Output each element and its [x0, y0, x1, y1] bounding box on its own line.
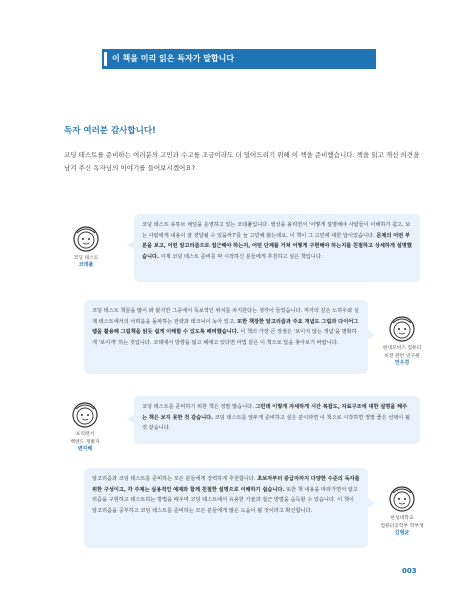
- reviewer-avatar-icon: [387, 314, 417, 344]
- review-bubble-4: [84, 468, 368, 548]
- review-bubble-3: [134, 396, 420, 444]
- review-bubble-2: [84, 300, 368, 374]
- review-text: 코딩 테스트를 앞두게 준비하고 싶은 분이라면 이 책으로 시작하면 정말 좋은 선택이 될 것 같습니다.: [142, 414, 410, 431]
- reviewer-role-line2: 비전 관련 연구원: [384, 354, 420, 359]
- review-text: 코딩 테스트를 준비하기 위한 책은 정말 많습니다.: [142, 404, 256, 410]
- section-title: 독자 여러분 감사합니다!: [64, 126, 156, 136]
- page-header-bar: [102, 49, 376, 69]
- reviewer-2: [372, 314, 432, 367]
- reviewer-name: 변지혜: [77, 446, 93, 452]
- reviewer-4: [370, 484, 434, 537]
- reviewer-name: 연우경: [394, 360, 410, 366]
- review-text: 코딩 테스트 유튜브 채널을 운영하고 있는 코데풀입니다. 영상을 올리면서 '어떻게 설명해야 사람들이 이해하기 쉽고, 보는 사람에게 내용이 잘 전달될 수 있을까?'를 늘 고민해 왔는데요, 이 책이 그 고민에 대한 답이었습니다.: [142, 222, 411, 239]
- review-bubble-1: [134, 214, 420, 282]
- reviewer-1: [60, 224, 112, 269]
- review-highlight: 문제의 어떤 부분을 보고, 어떤 알고리즘으로 접근해야 하는지, 어떤 단계를 거쳐 어떻게 구현해야 하는지를 친절하고 상세하게 설명했습니다.: [142, 232, 412, 260]
- reviewer-avatar-icon: [70, 400, 100, 430]
- bubble-tail: [127, 240, 134, 250]
- review-text: 알고리즘과 코딩 테스트를 준비하는 모든 분들에게 강력하게 추천합니다.: [92, 476, 258, 482]
- reviewer-role: 한성대학교: [390, 516, 414, 521]
- review-highlight: 또한 책장한 알고리즘과 주요 개념도 그림과 다이어그램을 활용해 그림책을 읽듯 쉽게 이해할 수 있도록 배려했습니다.: [92, 318, 359, 335]
- reviewer-avatar-icon: [71, 224, 101, 254]
- review-text: 코딩 테스트 책들을 많이 봐 왔지만 그중에서 독보적인 위치를 차지한다는 생각이 들었습니다. 저자의 깊은 노하우와 실제 테스트에서의 어려움을 돌파하는 전략과 테크닉이 녹아 있고,: [92, 308, 359, 325]
- reviewer-role: 코딩 테스트: [73, 256, 99, 261]
- review-highlight: 초보자부터 중급자까지 다양한 수준의 독자를 위한 구성이고, 각 주제는 실용적인 예제와 함께 친절한 설명으로 이해하기 쉽습니다.: [92, 476, 360, 493]
- review-text: 또한 책 내용을 따라가면서 알고리즘을 구현하고 테스트하는 방법을 배우며 코딩 테스트에서 유용한 기술과 접근 방법을 습득할 수 있습니다. 이 책이 알고리즘을 공부하고 코딩 테스트를 준비하는 모든 분들에게 많은 도움이 될 것이라고 확신합니다.: [92, 486, 358, 514]
- reviewer-name: 코데풀: [78, 262, 94, 268]
- reviewer-role-line2: 백엔드 개발자: [70, 440, 100, 445]
- header-title: 이 책을 미리 읽은 독자가 말합니다: [112, 54, 235, 63]
- reviewer-name: 김형균: [394, 530, 410, 536]
- reviewer-3: [56, 400, 114, 453]
- review-text: 이 책의 가장 큰 장점은 '보이지 않는 개념'을 명확하게 '보이게' 하는 것입니다. 코테에서 방향을 잃고 헤매고 있다면 마법 같은 이 책으로 답을 찾아보기 바랍니다.: [92, 329, 357, 346]
- reviewer-role: 프리랜서: [75, 432, 95, 437]
- page-number: 003: [402, 567, 417, 575]
- review-text: 이제 코딩 테스트 준비를 막 시작하신 분들에게 추천하고 싶은 책입니다.: [159, 253, 323, 260]
- bubble-tail: [127, 414, 134, 424]
- review-highlight: 그런데 이렇게 자세하게 시간 복잡도, 자료구조에 대한 설명을 해주는 책은 보지 못한 것 같습니다.: [142, 404, 408, 421]
- reviewer-role-line2: 컴퓨터공학부 학부생: [380, 524, 424, 529]
- intro-paragraph: 코딩 테스트를 준비하는 여러분의 고민과 수고를 조금이라도 더 덜어드리기 위해 이 책을 준비했습니다. 책을 읽고 개선 의견을 남겨 주신 독자님의 이야기를 들어보시겠어요?: [64, 151, 420, 172]
- reviewer-avatar-icon: [387, 484, 417, 514]
- reviewer-role: 현대모비스 컴퓨터: [382, 346, 422, 351]
